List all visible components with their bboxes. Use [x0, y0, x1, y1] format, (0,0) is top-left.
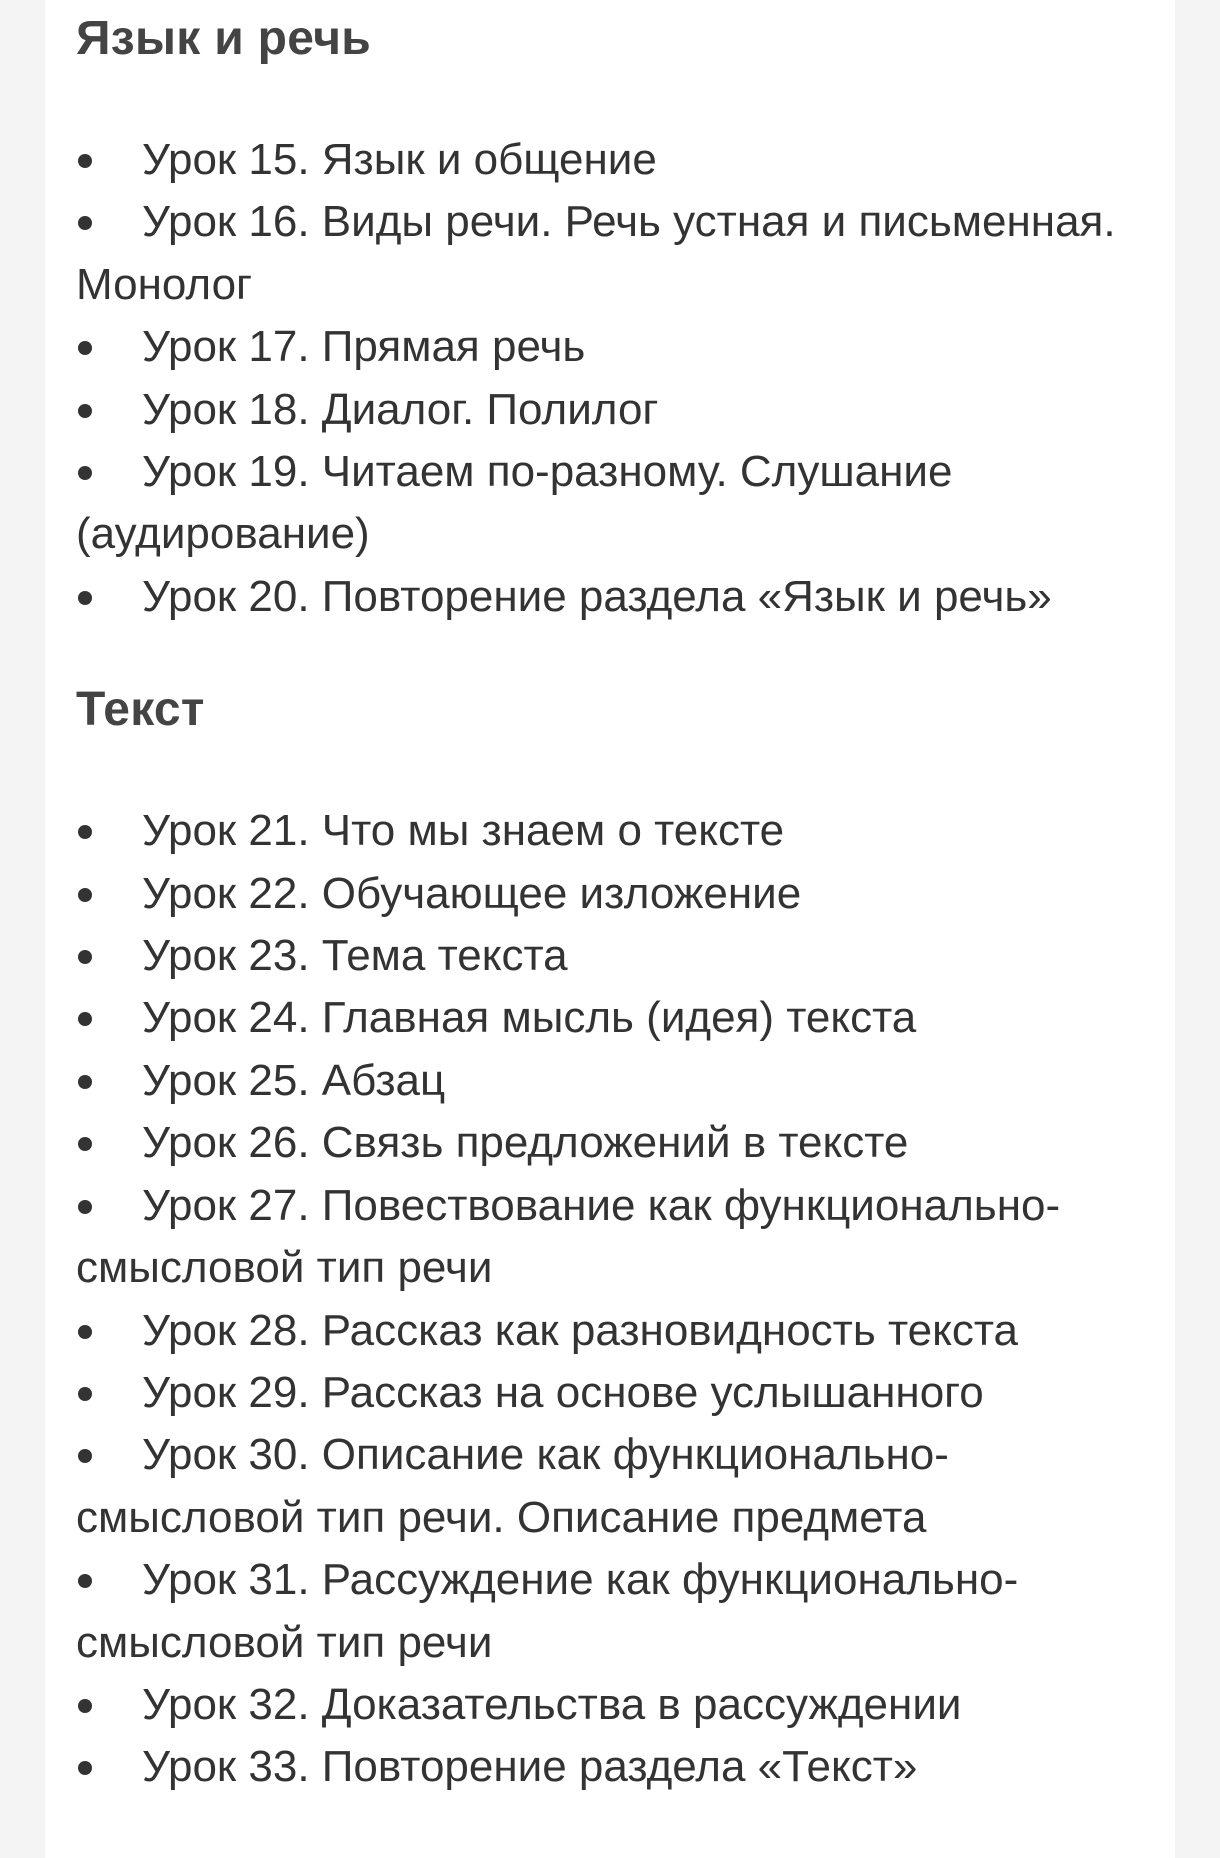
bullet-icon: [78, 950, 92, 964]
list-item: [76, 1674, 1146, 1736]
bullet-icon: [78, 1012, 92, 1026]
bullet-icon: [78, 1200, 92, 1214]
list-item: [76, 987, 1146, 1049]
lesson-list-language-and-speech: [76, 129, 1146, 628]
bullet-icon: [78, 404, 92, 418]
lesson-title: Урок 19. Читаем по-разному. Слушание (аудирование): [76, 447, 953, 559]
bullet-icon: [78, 825, 92, 839]
bullet-icon: [78, 1387, 92, 1401]
list-item: [76, 129, 1146, 191]
list-item: [76, 1112, 1146, 1174]
lesson-title: Урок 16. Виды речи. Речь устная и письменная. Монолог: [76, 197, 1116, 309]
list-item: [76, 566, 1146, 628]
list-item: [76, 800, 1146, 862]
lesson-title: Урок 26. Связь предложений в тексте: [142, 1118, 909, 1168]
bullet-icon: [78, 1761, 92, 1775]
bullet-icon: [78, 591, 92, 605]
lesson-title: Урок 22. Обучающее изложение: [142, 868, 802, 918]
lesson-title: Урок 20. Повторение раздела «Язык и речь»: [142, 571, 1052, 621]
bullet-icon: [78, 216, 92, 230]
lesson-title: Урок 18. Диалог. Полилог: [142, 384, 659, 434]
lesson-title: Урок 27. Повествование как функционально-смысловой тип речи: [76, 1180, 1061, 1293]
list-item: [76, 316, 1146, 378]
lesson-title: Урок 30. Описание как функционально-смысловой тип речи. Описание предмета: [76, 1430, 949, 1542]
list-item: [76, 1050, 1146, 1112]
lesson-title: Урок 24. Главная мысль (идея) текста: [142, 993, 917, 1043]
list-item: [76, 1549, 1146, 1674]
bullet-icon: [78, 1699, 92, 1713]
list-item: [76, 1300, 1146, 1362]
lesson-title: Урок 29. Рассказ на основе услышанного: [142, 1367, 984, 1417]
lesson-title: Урок 25. Абзац: [142, 1055, 446, 1105]
section-title-language-and-speech: Язык и речь: [76, 12, 372, 65]
bullet-icon: [78, 1325, 92, 1339]
lesson-title: Урок 21. Что мы знаем о тексте: [142, 806, 785, 856]
bullet-icon: [78, 1075, 92, 1089]
bullet-icon: [78, 1574, 92, 1588]
lesson-list-text: [76, 800, 1146, 1799]
bullet-icon: [78, 1137, 92, 1151]
section-title-text: Текст: [76, 683, 205, 737]
lesson-title: Урок 17. Прямая речь: [142, 322, 586, 372]
bullet-icon: [78, 341, 92, 355]
bullet-icon: [78, 1449, 92, 1463]
list-item: [76, 1424, 1146, 1549]
list-item: [76, 379, 1146, 441]
list-item: [76, 191, 1146, 316]
bullet-icon: [78, 154, 92, 168]
article-content: [76, 0, 1146, 1799]
list-item: [76, 1175, 1146, 1300]
list-item: [76, 1362, 1146, 1424]
content-card: [45, 0, 1175, 1858]
lesson-title: Урок 31. Рассуждение как функционально-смысловой тип речи: [76, 1555, 1019, 1667]
list-item: [76, 863, 1146, 925]
bullet-icon: [78, 888, 92, 902]
list-item: [76, 925, 1146, 987]
lesson-title: Урок 15. Язык и общение: [142, 135, 657, 184]
bullet-icon: [78, 466, 92, 480]
lesson-title: Урок 23. Тема текста: [142, 931, 568, 981]
lesson-title: Урок 33. Повторение раздела «Текст»: [142, 1742, 918, 1792]
lesson-title: Урок 32. Доказательства в рассуждении: [142, 1679, 962, 1729]
lesson-title: Урок 28. Рассказ как разновидность текста: [142, 1305, 1018, 1355]
list-item: [76, 1736, 1146, 1798]
list-item: [76, 441, 1146, 566]
